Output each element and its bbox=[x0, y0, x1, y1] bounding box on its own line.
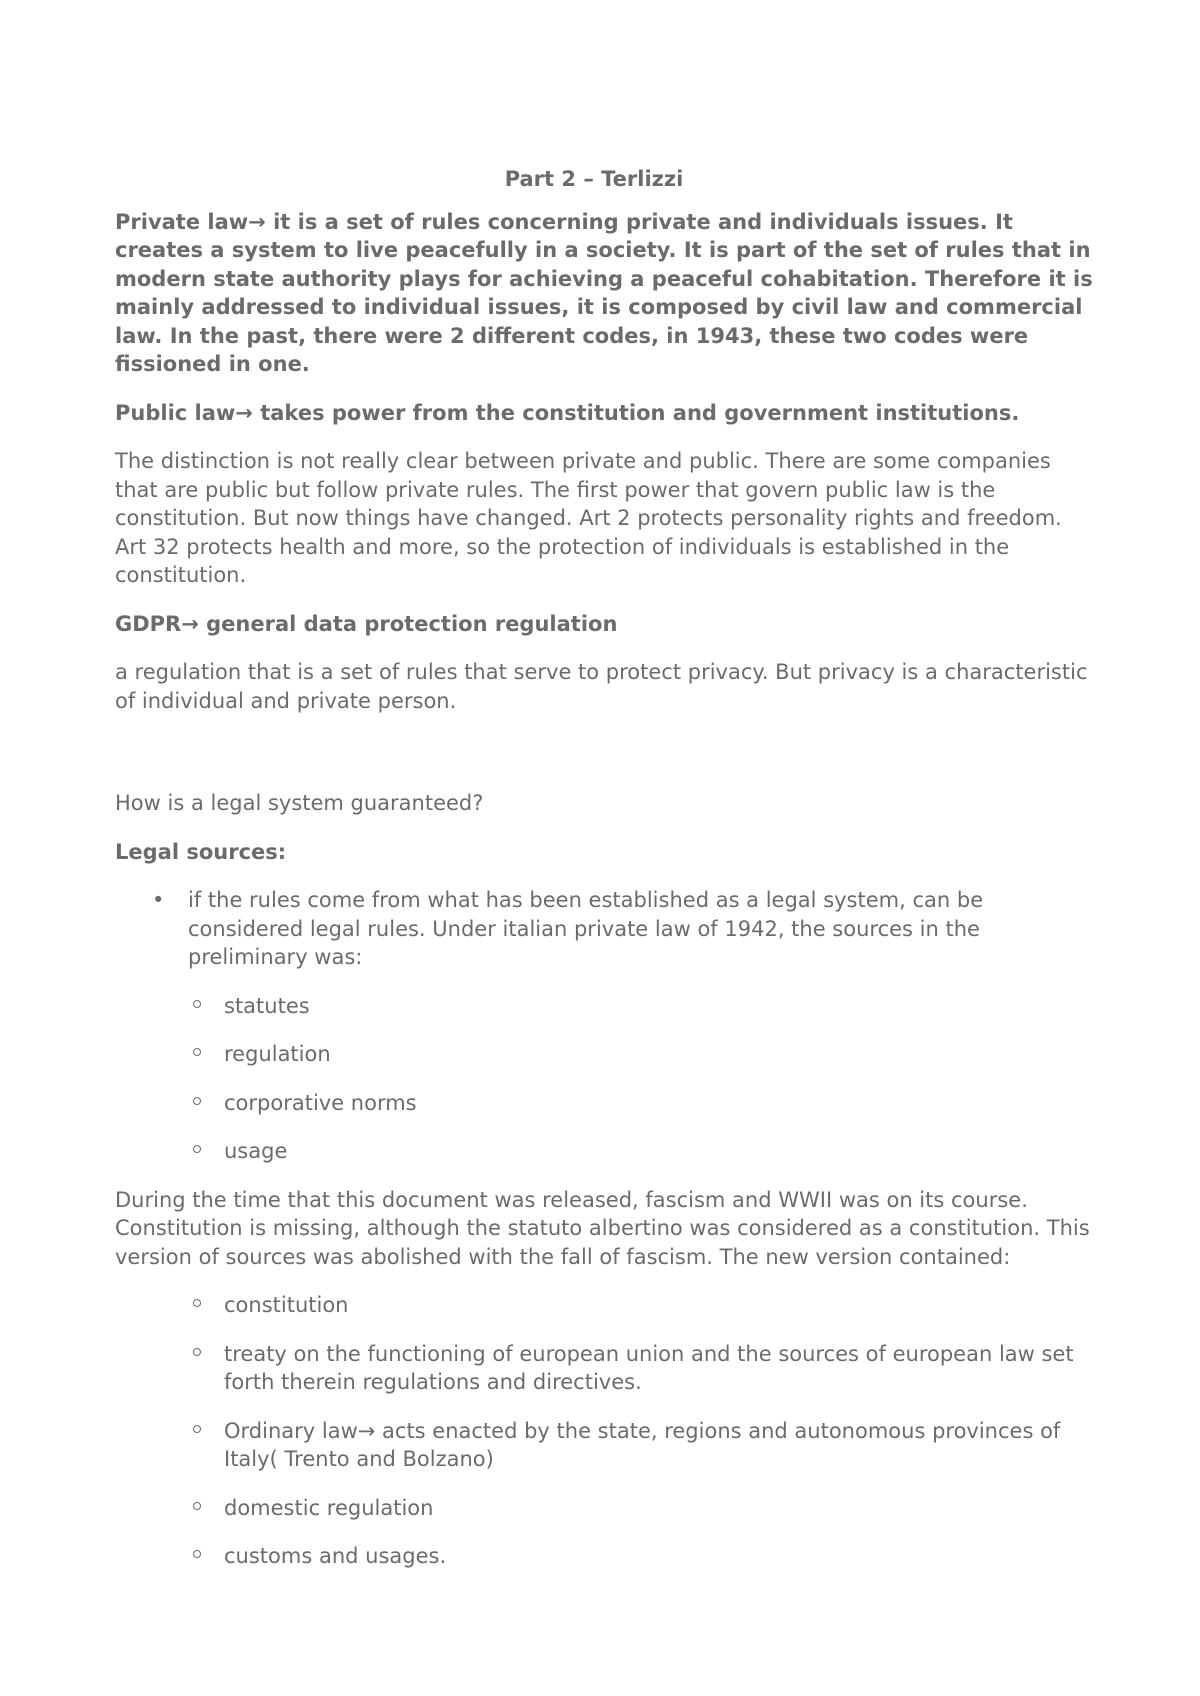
list-item bbox=[115, 1340, 1095, 1397]
list-item-text: corporative norms bbox=[224, 1090, 417, 1115]
list-item-text: treaty on the functioning of european union and the sources of european law set forth therein regulations and directives. bbox=[224, 1341, 1074, 1394]
list-item bbox=[115, 992, 1095, 1021]
circle-bullet-icon bbox=[193, 1299, 201, 1307]
fascism-paragraph: During the time that this document was released, fascism and WWII was on its course. Constitution is missing, although the statuto albertino was considered as a constitution. This version of sources was abolished with the fall of fascism. The new version contained: bbox=[115, 1187, 1090, 1269]
list-item-text: usage bbox=[224, 1139, 288, 1163]
private-law-paragraph bbox=[115, 208, 1095, 379]
circle-bullet-icon bbox=[193, 1550, 201, 1558]
list-item-text: Ordinary law→ acts enacted by the state, regions and autonomous provinces of Italy( Trento and Bolzano) bbox=[224, 1418, 1061, 1471]
list-item-text: constitution bbox=[224, 1293, 349, 1317]
list-item-text: customs and usages. bbox=[224, 1544, 447, 1568]
question-line: How is a legal system guaranteed? bbox=[115, 791, 484, 815]
legal-sources-heading: Legal sources: bbox=[115, 839, 287, 864]
public-law-text: takes power from the constitution and government institutions. bbox=[252, 400, 1020, 425]
list-item bbox=[115, 1542, 1095, 1571]
circle-bullet-icon bbox=[193, 1502, 201, 1510]
circle-bullet-icon bbox=[193, 1145, 201, 1153]
private-law-text: it is a set of rules concerning private and individuals issues. It creates a system to live peacefully in a society. It is part of the set of rules that in modern state authority plays for achieving a peaceful cohabitation. Therefore it is mainly addressed to individual issues, it is composed by civil law and commercial law. In the past, there were 2 different codes, in 1943, these two codes were fissioned in one. bbox=[115, 209, 1093, 376]
gdpr-term: GDPR→ bbox=[115, 611, 199, 636]
private-law-term: Private law→ bbox=[115, 209, 266, 234]
list-item bbox=[115, 1494, 1095, 1523]
document-title: Part 2 – Terlizzi bbox=[504, 167, 684, 191]
legal-sources-list bbox=[115, 886, 1095, 972]
circle-bullet-icon bbox=[193, 1000, 201, 1008]
circle-bullet-icon bbox=[193, 1348, 201, 1356]
public-law-term: Public law→ bbox=[115, 400, 253, 425]
list-item bbox=[115, 1040, 1095, 1069]
circle-bullet-icon bbox=[193, 1048, 201, 1056]
bullet-icon: • bbox=[152, 888, 165, 912]
public-law-paragraph bbox=[115, 399, 1095, 428]
list-item bbox=[115, 1417, 1095, 1474]
circle-bullet-icon bbox=[193, 1425, 201, 1433]
list-item-text: statutes bbox=[224, 993, 310, 1018]
gdpr-description: a regulation that is a set of rules that serve to protect privacy. But privacy is a characteristic of individual and private person. bbox=[115, 660, 1088, 713]
list-item-text: if the rules come from what has been established as a legal system, can be considered legal rules. Under italian private law of 1942, the sources in the preliminary was: bbox=[188, 888, 984, 969]
list-item bbox=[115, 1291, 1095, 1320]
old-sources-list bbox=[115, 992, 1095, 1166]
gdpr-text: general data protection regulation bbox=[198, 611, 618, 636]
new-sources-list bbox=[115, 1291, 1095, 1571]
list-item-text: domestic regulation bbox=[224, 1495, 434, 1520]
distinction-paragraph: The distinction is not really clear between private and public. There are some companies that are public but follow private rules. The first power that govern public law is the constitution. But now things have changed. Art 2 protects personality rights and freedom. Art 32 protects health and more, so the protection of individuals is established in the constitution. bbox=[115, 449, 1062, 587]
circle-bullet-icon bbox=[193, 1097, 201, 1105]
list-item bbox=[115, 886, 1095, 972]
list-item bbox=[115, 1089, 1095, 1118]
list-item-text: regulation bbox=[224, 1042, 331, 1066]
list-item bbox=[115, 1137, 1095, 1166]
document-body bbox=[115, 165, 1095, 1591]
gdpr-paragraph bbox=[115, 610, 1095, 639]
blank-spacer bbox=[115, 735, 1095, 789]
